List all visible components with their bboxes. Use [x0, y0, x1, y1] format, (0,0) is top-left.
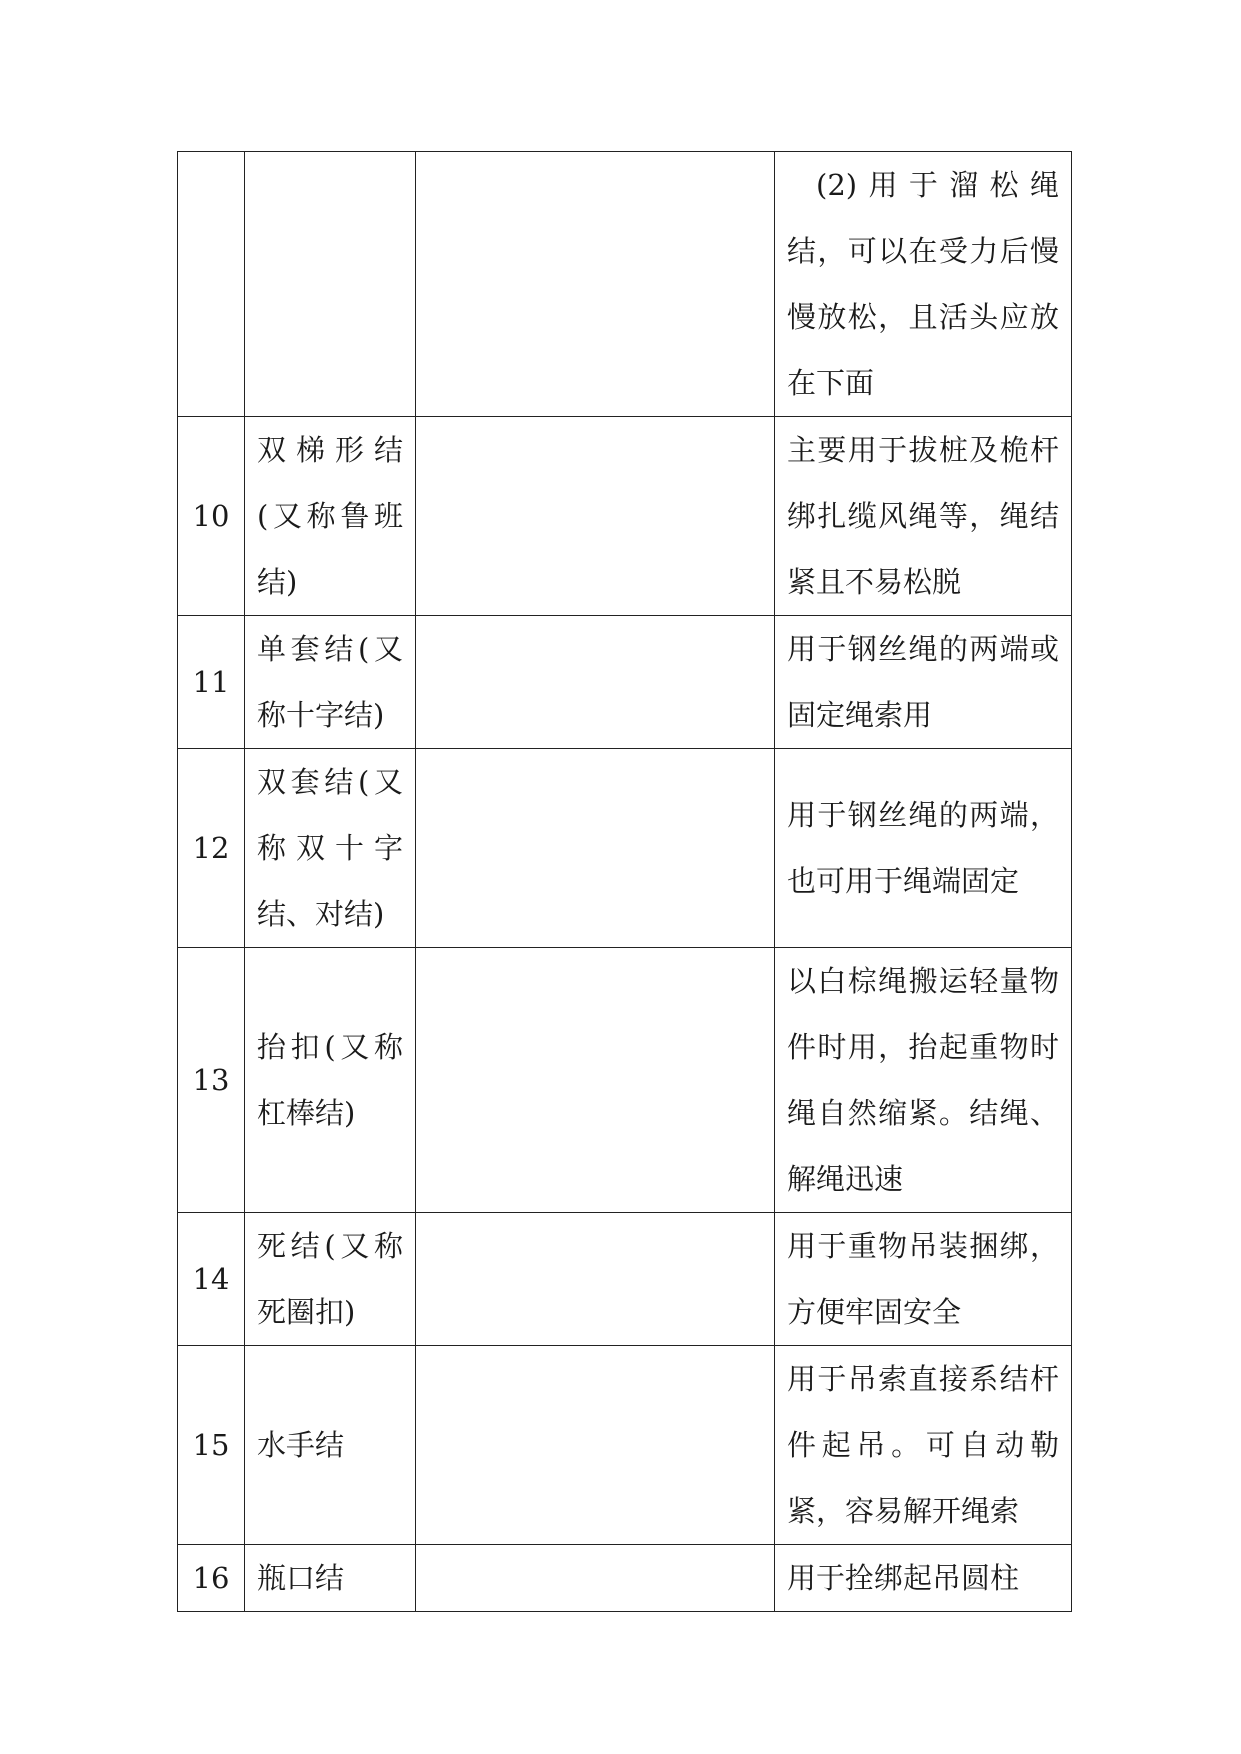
knot-usage: 用于拴绑起吊圆柱	[775, 1545, 1072, 1612]
row-number: 11	[178, 616, 245, 749]
knot-figure-cell	[416, 1545, 775, 1612]
knot-usage-text: (2)用于溜松绳结，可以在受力后慢慢放松，且活头应放在下面	[787, 168, 1059, 400]
knot-name: 瓶口结	[245, 1545, 416, 1612]
row-number: 13	[178, 948, 245, 1213]
knot-usage: 用于重物吊装捆绑，方便牢固安全	[775, 1213, 1072, 1346]
table-row	[178, 1545, 1072, 1612]
knot-figure-cell	[416, 616, 775, 749]
knot-figure-cell	[416, 749, 775, 948]
knot-figure-cell	[416, 152, 775, 417]
row-number: 16	[178, 1545, 245, 1612]
knot-usage: 用于吊索直接系结杆件起吊。可自动勒紧，容易解开绳索	[775, 1346, 1072, 1545]
table-row	[178, 749, 1072, 948]
knot-figure-cell	[416, 417, 775, 616]
knot-name: 抬扣(又称杠棒结)	[245, 948, 416, 1213]
row-number	[178, 152, 245, 417]
knot-usage: 主要用于拔桩及桅杆绑扎缆风绳等，绳结紧且不易松脱	[775, 417, 1072, 616]
table-row	[178, 616, 1072, 749]
knot-figure-cell	[416, 948, 775, 1213]
table-row	[178, 152, 1072, 417]
row-number: 14	[178, 1213, 245, 1346]
knot-name	[245, 152, 416, 417]
knot-name: 单套结(又称十字结)	[245, 616, 416, 749]
knot-name: 水手结	[245, 1346, 416, 1545]
knot-name: 双套结(又称双十字结、对结)	[245, 749, 416, 948]
knot-name: 双梯形结(又称鲁班结)	[245, 417, 416, 616]
knot-usage: 用于钢丝绳的两端或固定绳索用	[775, 616, 1072, 749]
table-row	[178, 1346, 1072, 1545]
table-row	[178, 417, 1072, 616]
knot-usage	[775, 152, 1072, 417]
row-number: 15	[178, 1346, 245, 1545]
knot-figure-cell	[416, 1346, 775, 1545]
knot-usage: 以白棕绳搬运轻量物件时用，抬起重物时绳自然缩紧。结绳、解绳迅速	[775, 948, 1072, 1213]
knot-figure-cell	[416, 1213, 775, 1346]
row-number: 12	[178, 749, 245, 948]
knot-table	[177, 151, 1072, 1612]
table-row	[178, 1213, 1072, 1346]
table-row	[178, 948, 1072, 1213]
knot-name: 死结(又称死圈扣)	[245, 1213, 416, 1346]
row-number: 10	[178, 417, 245, 616]
knot-usage: 用于钢丝绳的两端，也可用于绳端固定	[775, 749, 1072, 948]
